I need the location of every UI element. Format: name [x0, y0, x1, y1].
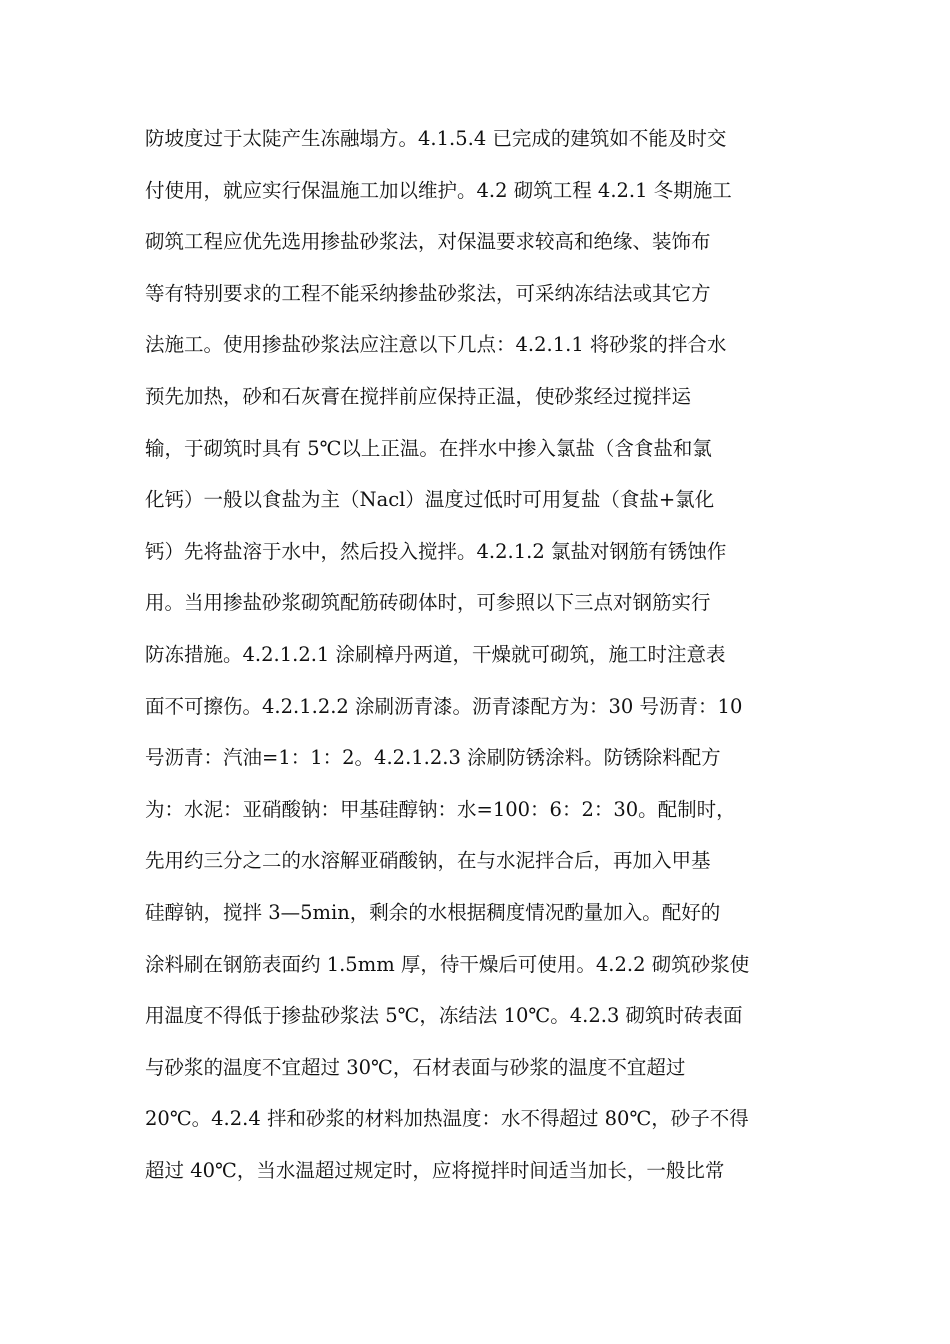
text-line-20: 20℃。4.2.4 拌和砂浆的材料加热温度：水不得超过 80℃，砂子不得 [145, 1107, 749, 1131]
text-line-19: 与砂浆的温度不宜超过 30℃，石材表面与砂浆的温度不宜超过 [145, 1055, 686, 1079]
text-line-6: 预先加热，砂和石灰膏在搅拌前应保持正温，使砂浆经过搅拌运 [145, 384, 692, 408]
text-line-17: 涂料刷在钢筋表面约 1.5mm 厚，待干燥后可使用。4.2.2 砌筑砂浆使 [145, 952, 750, 976]
text-line-8: 化钙）一般以食盐为主（Nacl）温度过低时可用复盐（食盐+氯化 [145, 488, 715, 512]
text-line-9: 钙）先将盐溶于水中，然后投入搅拌。4.2.1.2 氯盐对钢筋有锈蚀作 [145, 539, 727, 563]
text-line-13: 号沥青：汽油=1：1：2。4.2.1.2.3 涂刷防锈涂料。防锈除料配方 [145, 746, 721, 770]
text-line-18: 用温度不得低于掺盐砂浆法 5℃，冻结法 10℃。4.2.3 砌筑时砖表面 [145, 1004, 743, 1028]
body-text [145, 120, 825, 1203]
text-line-5: 法施工。使用掺盐砂浆法应注意以下几点：4.2.1.1 将砂浆的拌合水 [145, 333, 727, 357]
text-line-10: 用。当用掺盐砂浆砌筑配筋砖砌体时，可参照以下三点对钢筋实行 [145, 591, 711, 615]
text-line-14: 为：水泥：亚硝酸钠：甲基硅醇钠：水=100：6：2：30。配制时， [145, 797, 736, 821]
text-line-21: 超过 40℃，当水温超过规定时，应将搅拌时间适当加长，一般比常 [145, 1158, 725, 1182]
text-line-15: 先用约三分之二的水溶解亚硝酸钠，在与水泥拌合后，再加入甲基 [145, 849, 711, 873]
text-line-4: 等有特别要求的工程不能采纳掺盐砂浆法，可采纳冻结法或其它方 [145, 281, 711, 305]
text-line-1: 防坡度过于太陡产生冻融塌方。4.1.5.4 已完成的建筑如不能及时交 [145, 127, 727, 150]
text-line-7: 输，于砌筑时具有 5℃以上正温。在拌水中掺入氯盐（含食盐和氯 [145, 436, 712, 460]
text-line-2: 付使用，就应实行保温施工加以维护。4.2 砌筑工程 4.2.1 冬期施工 [145, 178, 732, 202]
text-line-11: 防冻措施。4.2.1.2.1 涂刷樟丹两道，干燥就可砌筑，施工时注意表 [145, 642, 726, 666]
text-line-3: 砌筑工程应优先选用掺盐砂浆法，对保温要求较高和绝缘、装饰布 [145, 230, 711, 254]
text-line-16: 硅醇钠，搅拌 3—5min，剩余的水根据稠度情况酌量加入。配好的 [145, 900, 721, 924]
text-line-12: 面不可擦伤。4.2.1.2.2 涂刷沥青漆。沥青漆配方为：30 号沥青：10 [145, 694, 743, 718]
